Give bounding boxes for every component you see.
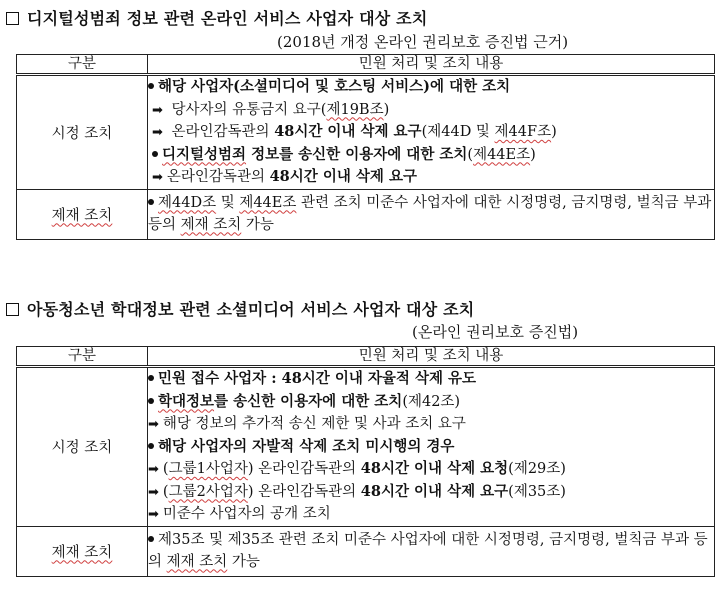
header-content: 민원 처리 및 조치 내용 — [148, 55, 715, 75]
row-label-corrective: 시정 조치 — [17, 75, 148, 190]
list-item: ➡ (그룹2사업자) 온라인감독관의 48시간 이내 삭제 요구(제35조) — [148, 482, 566, 500]
header-category: 구분 — [17, 347, 148, 367]
bullet-icon — [148, 536, 154, 542]
arrow-right-icon: ➡ — [148, 507, 159, 522]
section1-title: 디지털성범죄 정보 관련 온라인 서비스 사업자 대상 조치 — [6, 6, 427, 29]
checkbox-square-icon — [6, 303, 19, 316]
section2-subtitle: (온라인 권리보호 증진법) — [412, 323, 579, 341]
section2-title: 아동청소년 학대정보 관련 소셜미디어 서비스 사업자 대상 조치 — [6, 297, 474, 320]
corrective-content — [148, 367, 715, 527]
bullet-icon — [148, 375, 154, 381]
list-item: ➡ 해당 정보의 추가적 송신 제한 및 사과 조치 요구 — [148, 416, 466, 432]
list-item: ➡ 온라인감독관의 48시간 이내 삭제 요구(제44D 및 제44F조) — [152, 123, 557, 140]
section1-subtitle: (2018년 개정 온라인 권리보호 증진법 근거) — [277, 33, 569, 51]
table-row — [17, 189, 715, 239]
row-label-sanction: 제재 조치 — [17, 526, 148, 576]
corrective-content — [148, 75, 715, 190]
arrow-right-icon: ➡ — [148, 417, 159, 432]
bullet-icon — [148, 199, 154, 205]
sanction-content: 제35조 및 제35조 관련 조치 미준수 사업자에 대한 시정명령, 금지명령, 벌칙금 부과 등의 제재 조치 가능 — [148, 526, 715, 576]
table-row — [17, 367, 715, 527]
bullet-icon — [148, 83, 154, 89]
row-label-sanction: 제재 조치 — [17, 189, 148, 239]
arrow-right-icon: ➡ — [148, 484, 159, 500]
list-item: ➡ 미준수 사업자의 공개 조치 — [148, 506, 331, 522]
list-item: 해당 사업자(소셜미디어 및 호스팅 서비스)에 대한 조치 — [148, 76, 714, 99]
header-content: 민원 처리 및 조치 내용 — [148, 347, 715, 367]
list-item: ➡ (그룹1사업자) 온라인감독관의 48시간 이내 삭제 요청(제29조) — [148, 460, 566, 477]
checkbox-square-icon — [6, 12, 19, 25]
bullet-icon — [148, 443, 154, 449]
list-item: 민원 접수 사업자 : 48시간 이내 자율적 삭제 유도 — [148, 368, 714, 391]
list-item: 해당 사업자의 자발적 삭제 조치 미시행의 경우 — [148, 436, 714, 459]
table-row — [17, 526, 715, 576]
list-item: 디지털성범죄 정보를 송신한 이용자에 대한 조치(제44E조) — [148, 144, 714, 167]
arrow-right-icon: ➡ — [148, 462, 159, 477]
table-header-row — [17, 55, 715, 75]
list-item: ➡ 온라인감독관의 48시간 이내 삭제 요구 — [152, 168, 417, 185]
arrow-right-icon: ➡ — [152, 125, 163, 140]
section1-table — [16, 54, 715, 240]
table-row — [17, 75, 715, 190]
arrow-right-icon: ➡ — [152, 170, 163, 185]
section2-table — [16, 346, 715, 577]
bullet-icon — [148, 398, 154, 404]
bullet-icon — [152, 151, 158, 157]
arrow-right-icon: ➡ — [152, 102, 163, 118]
list-item: ➡ 당사자의 유통금지 요구(제19B조) — [152, 101, 390, 118]
sanction-content: 제44D조 및 제44E조 관련 조치 미준수 사업자에 대한 시정명령, 금지명령, 벌칙금 부과 등의 제재 조치 가능 — [148, 189, 715, 239]
table-header-row — [17, 347, 715, 367]
list-item: 학대정보를 송신한 이용자에 대한 조치(제42조) — [148, 391, 714, 414]
header-category: 구분 — [17, 55, 148, 75]
row-label-corrective: 시정 조치 — [17, 367, 148, 527]
